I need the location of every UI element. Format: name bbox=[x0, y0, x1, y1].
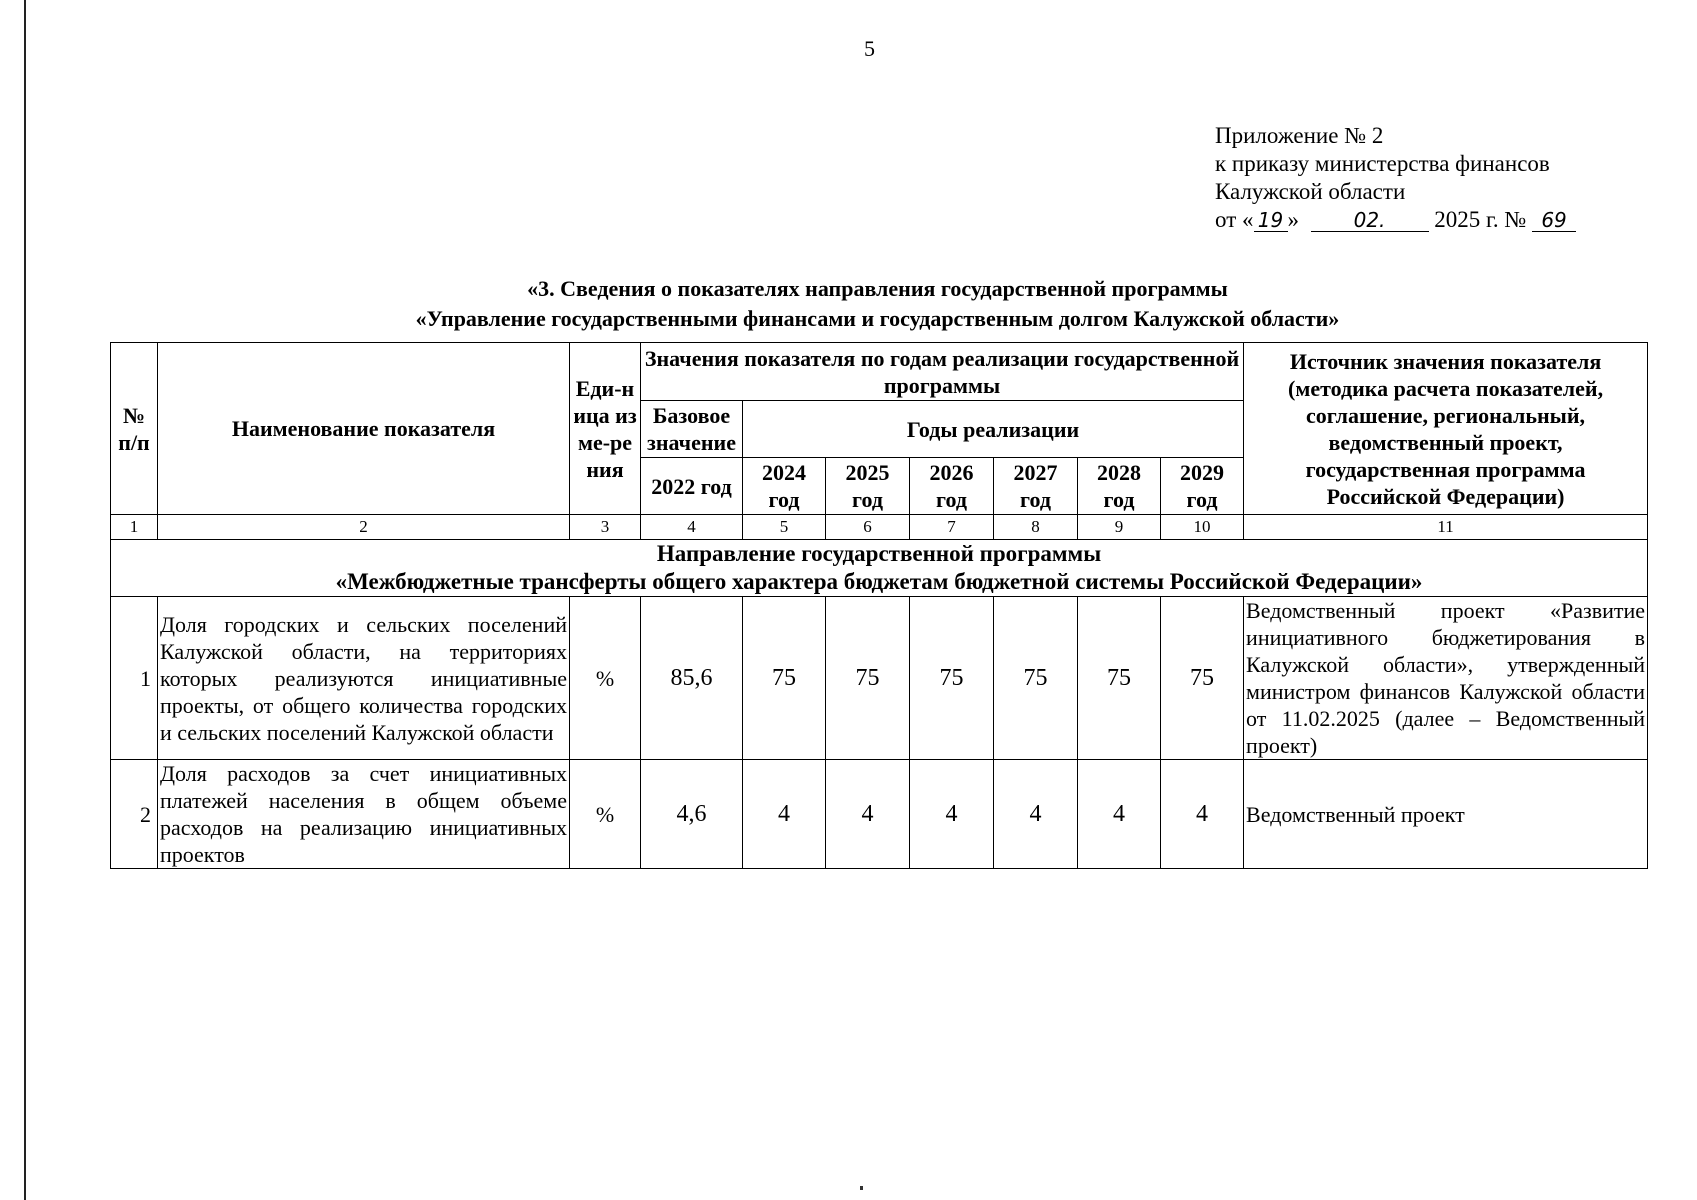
year-label: 2025 г. № bbox=[1434, 207, 1527, 232]
row-value: 75 bbox=[826, 597, 910, 760]
appendix-region: Калужской области bbox=[1215, 179, 1406, 204]
column-number: 4 bbox=[641, 515, 743, 540]
column-number: 11 bbox=[1244, 515, 1648, 540]
header-year: 2027 год bbox=[994, 458, 1078, 515]
section-line-2: «Межбюджетные трансферты общего характера бюджетам бюджетной системы Российской Федерации» bbox=[335, 569, 1423, 594]
section-line-1: Направление государственной программы bbox=[656, 541, 1102, 566]
scan-edge bbox=[24, 0, 26, 1200]
column-number: 6 bbox=[826, 515, 910, 540]
row-unit: % bbox=[570, 760, 641, 869]
appendix-block bbox=[1215, 122, 1576, 234]
row-value: 75 bbox=[1161, 597, 1244, 760]
row-value: 4 bbox=[1161, 760, 1244, 869]
table-row bbox=[111, 760, 1648, 869]
scan-mark bbox=[860, 1186, 863, 1190]
appendix-date-line bbox=[1215, 206, 1576, 234]
row-base: 85,6 bbox=[641, 597, 743, 760]
close-quote: » bbox=[1287, 207, 1299, 232]
header-year: 2024 год bbox=[743, 458, 826, 515]
header-years-group: Годы реализации bbox=[743, 401, 1244, 458]
column-numbers-row bbox=[111, 515, 1648, 540]
row-value: 75 bbox=[910, 597, 994, 760]
appendix-order: к приказу министерства финансов bbox=[1215, 151, 1550, 176]
row-no: 2 bbox=[111, 760, 158, 869]
row-base: 4,6 bbox=[641, 760, 743, 869]
indicators-table bbox=[110, 342, 1648, 869]
section-heading bbox=[111, 540, 1648, 597]
row-value: 4 bbox=[1078, 760, 1161, 869]
header-year: 2028 год bbox=[1078, 458, 1161, 515]
row-source: Ведомственный проект bbox=[1244, 760, 1648, 869]
from-label: от « bbox=[1215, 207, 1254, 232]
row-value: 75 bbox=[1078, 597, 1161, 760]
page-number: 5 bbox=[864, 36, 875, 61]
order-number-handwritten: 69 bbox=[1532, 209, 1576, 232]
title-line-1: «3. Сведения о показателях направления государственной программы bbox=[527, 276, 1228, 301]
header-source: Источник значения показателя (методика расчета показателей, соглашение, региональный, ведомственный проект, государственная программа Российской Федерации) bbox=[1244, 343, 1648, 515]
header-name: Наименование показателя bbox=[158, 343, 570, 515]
column-number: 7 bbox=[910, 515, 994, 540]
header-unit: Еди-ница изме-рения bbox=[570, 343, 641, 515]
day-handwritten: 19 bbox=[1254, 209, 1288, 232]
row-unit: % bbox=[570, 597, 641, 760]
header-no: № п/п bbox=[111, 343, 158, 515]
table-row bbox=[111, 597, 1648, 760]
appendix-title: Приложение № 2 bbox=[1215, 123, 1384, 148]
column-number: 1 bbox=[111, 515, 158, 540]
document-title bbox=[110, 274, 1645, 334]
header-year: 2029 год bbox=[1161, 458, 1244, 515]
column-number: 3 bbox=[570, 515, 641, 540]
column-number: 8 bbox=[994, 515, 1078, 540]
column-number: 9 bbox=[1078, 515, 1161, 540]
month-handwritten: 02. bbox=[1311, 209, 1429, 232]
row-source: Ведомственный проект «Развитие инициативного бюджетирования в Калужской области», утвержденный министром финансов Калужской области от 11.02.2025 (далее – Ведомственный проект) bbox=[1244, 597, 1648, 760]
row-value: 4 bbox=[826, 760, 910, 869]
column-number: 10 bbox=[1161, 515, 1244, 540]
row-value: 75 bbox=[994, 597, 1078, 760]
row-value: 75 bbox=[743, 597, 826, 760]
header-base-year: 2022 год bbox=[641, 458, 743, 515]
column-number: 5 bbox=[743, 515, 826, 540]
row-value: 4 bbox=[743, 760, 826, 869]
row-no: 1 bbox=[111, 597, 158, 760]
row-value: 4 bbox=[910, 760, 994, 869]
header-year: 2025 год bbox=[826, 458, 910, 515]
column-number: 2 bbox=[158, 515, 570, 540]
row-value: 4 bbox=[994, 760, 1078, 869]
header-base: Базовое значение bbox=[641, 401, 743, 458]
row-name: Доля городских и сельских поселений Калужской области, на территориях которых реализуются инициативные проекты, от общего количества городских и сельских поселений Калужской области bbox=[158, 597, 570, 760]
section-row bbox=[111, 540, 1648, 597]
header-year: 2026 год bbox=[910, 458, 994, 515]
row-name: Доля расходов за счет инициативных платежей населения в общем объеме расходов на реализацию инициативных проектов bbox=[158, 760, 570, 869]
header-values-group: Значения показателя по годам реализации государственной программы bbox=[641, 343, 1244, 401]
title-line-2: «Управление государственными финансами и государственным долгом Калужской области» bbox=[415, 306, 1340, 331]
